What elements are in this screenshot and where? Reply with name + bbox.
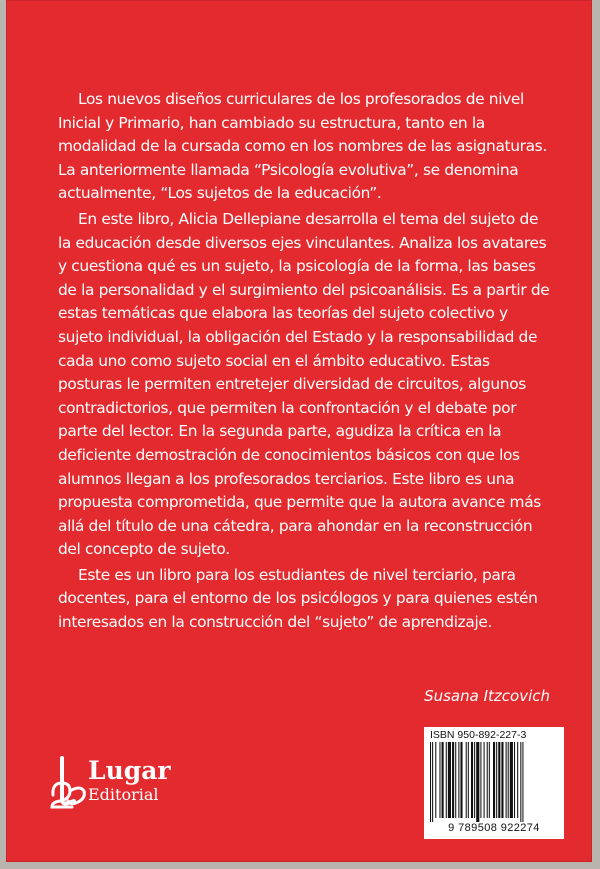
barcode-bar xyxy=(476,742,479,822)
barcode-bar xyxy=(448,742,451,818)
barcode-bar xyxy=(468,742,469,818)
barcode-bar xyxy=(432,742,433,822)
text-line: Los nuevos diseños curriculares de los profesorados de nivel xyxy=(78,90,524,108)
text-line: interesados en la construcción del “sujeto” de aprendizaje. xyxy=(58,613,493,632)
barcode-bar xyxy=(522,742,523,822)
barcode-bar xyxy=(474,742,475,818)
text-line: En este libro, Alicia Dellepiane desarrolla el tema del sujeto de xyxy=(78,209,539,228)
author-signature: Susana Itzcovich xyxy=(424,687,550,705)
text-line: alumnos llegan a los profesorados terciarios. Este libro es una xyxy=(58,469,515,488)
barcode-bar xyxy=(487,742,488,818)
text-line: docentes, para el entorno de los psicólogos y para quienes estén xyxy=(58,589,538,608)
barcode-bar xyxy=(517,742,518,818)
barcode-bar xyxy=(506,742,507,818)
barcode-bar xyxy=(455,742,456,818)
isbn-barcode xyxy=(424,727,564,839)
text-line: posturas le permiten entretejer diversidad de circuitos, algunos xyxy=(58,375,526,394)
text-line: deficiente demostración de conocimientos básicos con que los xyxy=(58,445,520,464)
ean-number: 9 789508 922274 xyxy=(448,822,540,834)
barcode-bar xyxy=(430,742,431,822)
barcode-bar xyxy=(493,742,495,818)
isbn-label: ISBN 950-892-227-3 xyxy=(430,729,527,741)
text-line: Este es un libro para los estudiantes de nivel terciario, para xyxy=(78,565,516,584)
publisher-subtitle: Editorial xyxy=(88,785,159,804)
text-line: contradictorios, que permiten la confrontación y el debate por xyxy=(58,398,517,417)
text-line: actualmente, “Los sujetos de la educación”. xyxy=(58,184,382,203)
back-cover xyxy=(6,0,592,862)
le-monogram-icon xyxy=(48,755,88,811)
text-line: cada uno como sujeto social en el ámbito educativo. Estas xyxy=(58,351,490,370)
text-line: La anteriormente llamada “Psicología evolutiva”, se denomina xyxy=(58,160,519,179)
barcode-bar xyxy=(510,742,513,818)
barcode-bar xyxy=(442,742,444,818)
text-line: allá del título de una cátedra, para ahondar en la reconstrucción xyxy=(58,516,533,535)
barcode-bar xyxy=(484,742,485,818)
barcode-bar xyxy=(471,742,473,818)
barcode-bar xyxy=(466,742,467,818)
barcode-bar xyxy=(439,742,440,818)
barcode-bar xyxy=(446,742,447,818)
paragraph-3 xyxy=(58,564,568,635)
paragraph-1 xyxy=(58,88,568,206)
barcode-bar xyxy=(496,742,497,818)
publisher-name: Lugar xyxy=(88,756,171,785)
barcode-bar xyxy=(480,742,481,818)
barcode-bar xyxy=(452,742,454,818)
text-line: del concepto de sujeto. xyxy=(58,540,230,559)
barcode-bar xyxy=(501,742,503,818)
text-line: de la personalidad y el surgimiento del psicoanálisis. Es a partir de xyxy=(58,280,550,299)
barcode-bar xyxy=(435,742,436,818)
barcode-bar xyxy=(458,742,459,818)
synopsis xyxy=(58,88,568,637)
barcode-bar xyxy=(514,742,515,818)
barcode-bar xyxy=(520,742,521,822)
barcode-bar xyxy=(460,742,462,818)
publisher-logo xyxy=(48,755,188,811)
paragraph-2 xyxy=(58,208,568,562)
text-line: la educación desde diversos ejes vinculantes. Analiza los avatares xyxy=(58,233,547,252)
text-line: estas temáticas que elabora las teorías del sujeto colectivo y xyxy=(58,304,508,323)
text-line: propuesta comprometida, que permite que la autora avance más xyxy=(58,493,541,512)
barcode-bar xyxy=(498,742,500,818)
text-line: modalidad de la cursada como en los nombres de las asignaturas. xyxy=(58,137,547,156)
barcode-bar xyxy=(489,742,490,818)
text-line: y cuestiona qué es un sujeto, la psicología de la forma, las bases xyxy=(58,257,536,276)
barcode-bar xyxy=(508,742,509,818)
text-line: sujeto individual, la obligación del Estado y la responsabilidad de xyxy=(58,327,538,346)
barcode-bars xyxy=(428,742,560,822)
text-line: Inicial y Primario, han cambiado su estructura, tanto en la xyxy=(58,113,485,132)
text-line: parte del lector. En la segunda parte, agudiza la crítica en la xyxy=(58,422,502,441)
